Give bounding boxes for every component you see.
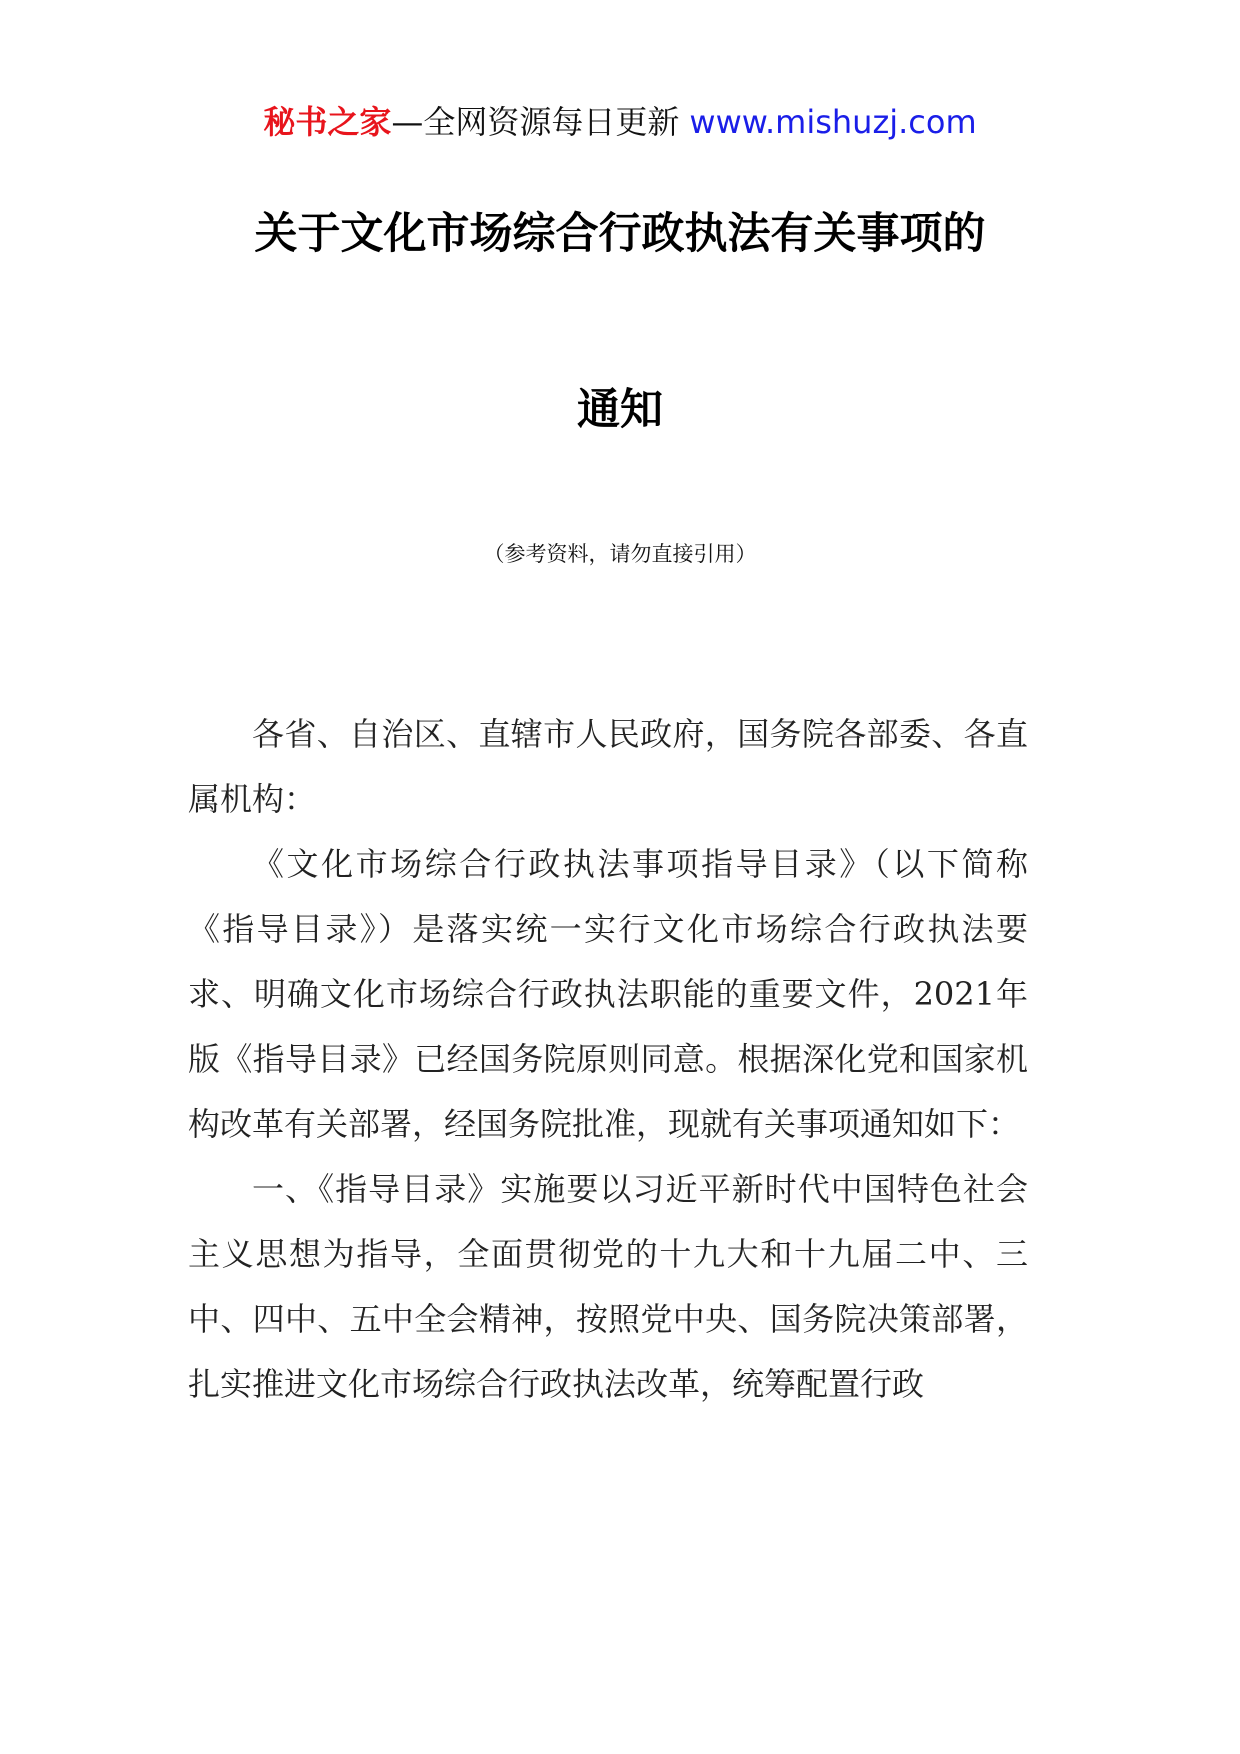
site-header	[0, 100, 1240, 144]
document-title-line-2: 通知	[577, 385, 663, 435]
document-body	[188, 702, 1028, 1417]
site-slogan: —全网资源每日更新	[391, 103, 680, 141]
document-title-line-1: 关于文化市场综合行政执法有关事项的	[254, 209, 986, 259]
paragraph-item-one: 一、《指导目录》实施要以习近平新时代中国特色社会主义思想为指导，全面贯彻党的十九大和十九届二中、三中、四中、五中全会精神，按照党中央、国务院决策部署，扎实推进文化市场综合行政执法改革，统筹配置行政	[188, 1170, 1028, 1403]
site-brand: 秘书之家	[263, 103, 392, 141]
paragraph-addressee: 各省、自治区、直辖市人民政府，国务院各部委、各直属机构：	[188, 715, 1028, 818]
paragraph-intro: 《文化市场综合行政执法事项指导目录》（以下简称《指导目录》）是落实统一实行文化市场综合行政执法要求、明确文化市场综合行政执法职能的重要文件，2021年版《指导目录》已经国务院原则同意。根据深化党和国家机构改革有关部署，经国务院批准，现就有关事项通知如下：	[188, 845, 1028, 1143]
reference-note: （参考资料，请勿直接引用）	[483, 542, 757, 566]
site-url-link[interactable]: www.mishuzj.com	[689, 103, 977, 141]
